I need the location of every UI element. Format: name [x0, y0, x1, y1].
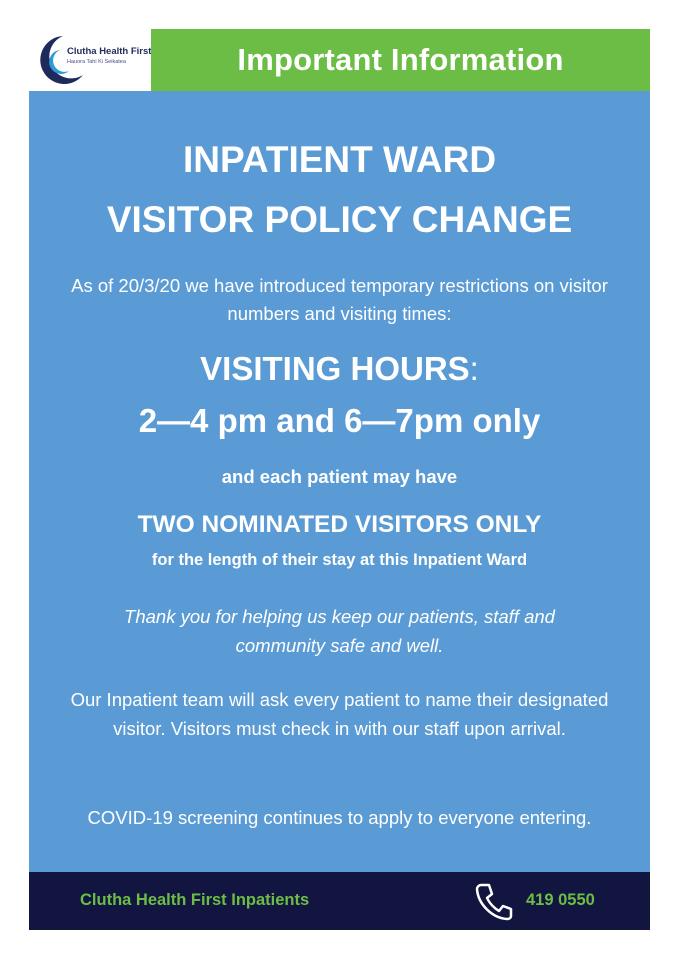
- visiting-hours-label: VISITING HOURS: [200, 350, 470, 387]
- logo: [29, 29, 151, 91]
- header-bar: [151, 29, 650, 91]
- logo-name: Clutha Health First: [67, 46, 152, 57]
- each-patient-text: and each patient may have: [221, 466, 458, 487]
- thank-you-text: Thank you for helping us keep our patients, staff and community safe and well.: [124, 606, 555, 656]
- visiting-hours-colon: :: [469, 350, 479, 387]
- team-note: Our Inpatient team will ask every patient to name their designated visitor. Visitors must check in with our staff upon arrival.: [70, 689, 609, 739]
- footer-bar: [29, 872, 650, 930]
- length-of-stay-text: for the length of their stay at this Inpatient Ward: [151, 551, 528, 569]
- intro-text: As of 20/3/20 we have introduced temporary restrictions on visitor numbers and visiting times:: [71, 275, 608, 324]
- covid-note: COVID-19 screening continues to apply to everyone entering.: [87, 807, 592, 828]
- logo-tagline: Hauora Tahi Ki Seikatea: [67, 59, 126, 65]
- phone-number: 419 0550: [526, 891, 595, 909]
- header-title: Important Information: [237, 42, 564, 77]
- phone-icon: [472, 880, 514, 922]
- title-line-2: VISITOR POLICY CHANGE: [106, 199, 573, 240]
- visiting-hours-heading: [29, 349, 650, 389]
- notice-panel: [29, 91, 650, 872]
- two-visitors-heading: TWO NOMINATED VISITORS ONLY: [137, 511, 542, 538]
- footer-name: Clutha Health First Inpatients: [80, 891, 310, 909]
- visiting-hours-value: 2—4 pm and 6—7pm only: [138, 402, 541, 439]
- title-line-1: INPATIENT WARD: [182, 139, 497, 180]
